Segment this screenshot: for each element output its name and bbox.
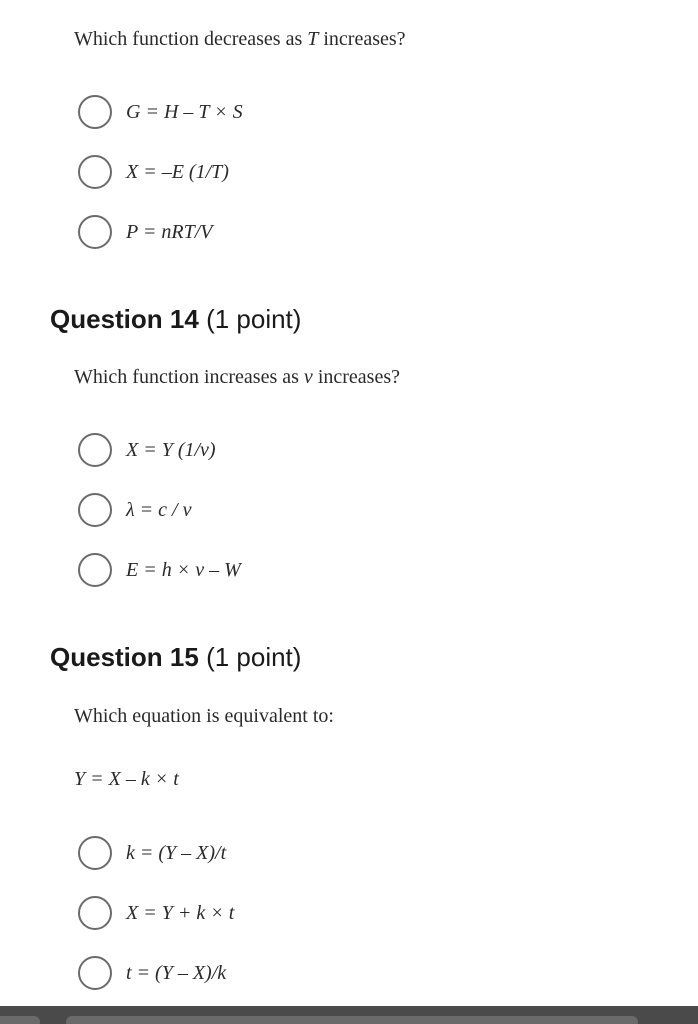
option-label: λ = c / v [126, 498, 192, 521]
bottom-toolbar [0, 1006, 698, 1024]
radio-button[interactable] [78, 553, 112, 587]
question-points: (1 point) [206, 642, 302, 672]
option-label: k = (Y – X)/t [126, 841, 227, 864]
option-label: X = Y (1/v) [126, 438, 216, 461]
radio-button[interactable] [78, 155, 112, 189]
question-15-prompt: Which equation is equivalent to: [74, 705, 334, 727]
question-13-option-1[interactable] [78, 93, 243, 131]
variable-symbol: T [307, 28, 319, 50]
question-15-option-1[interactable] [78, 834, 226, 872]
option-label: X = Y + k × t [126, 901, 235, 924]
option-label: P = nRT/V [126, 220, 213, 243]
question-15-option-3[interactable] [78, 954, 226, 992]
radio-button[interactable] [78, 836, 112, 870]
radio-button[interactable] [78, 956, 112, 990]
radio-button[interactable] [78, 896, 112, 930]
question-14-option-1[interactable] [78, 431, 216, 469]
toolbar-control-center[interactable] [66, 1016, 638, 1024]
question-15-equation: Y = X – k × t [74, 768, 179, 790]
radio-button[interactable] [78, 493, 112, 527]
question-15-heading [50, 642, 301, 673]
radio-button[interactable] [78, 95, 112, 129]
question-title: Question 15 [50, 642, 199, 672]
question-15-option-2[interactable] [78, 894, 234, 932]
variable-symbol: v [303, 366, 313, 388]
radio-button[interactable] [78, 433, 112, 467]
question-14-heading [50, 304, 301, 335]
question-points: (1 point) [206, 304, 302, 334]
toolbar-control-left[interactable] [0, 1016, 40, 1024]
question-14-option-2[interactable] [78, 491, 191, 529]
option-label: X = –E (1/T) [126, 160, 229, 183]
question-14-option-3[interactable] [78, 551, 241, 589]
question-title: Question 14 [50, 304, 199, 334]
question-13-option-3[interactable] [78, 213, 212, 251]
radio-button[interactable] [78, 215, 112, 249]
question-13-prompt: Which function decreases as T increases? [74, 28, 406, 50]
option-label: E = h × v – W [126, 558, 241, 581]
question-13-option-2[interactable] [78, 153, 229, 191]
question-14-prompt: Which function increases as v increases? [74, 366, 400, 388]
option-label: G = H – T × S [126, 100, 243, 123]
option-label: t = (Y – X)/k [126, 961, 227, 984]
